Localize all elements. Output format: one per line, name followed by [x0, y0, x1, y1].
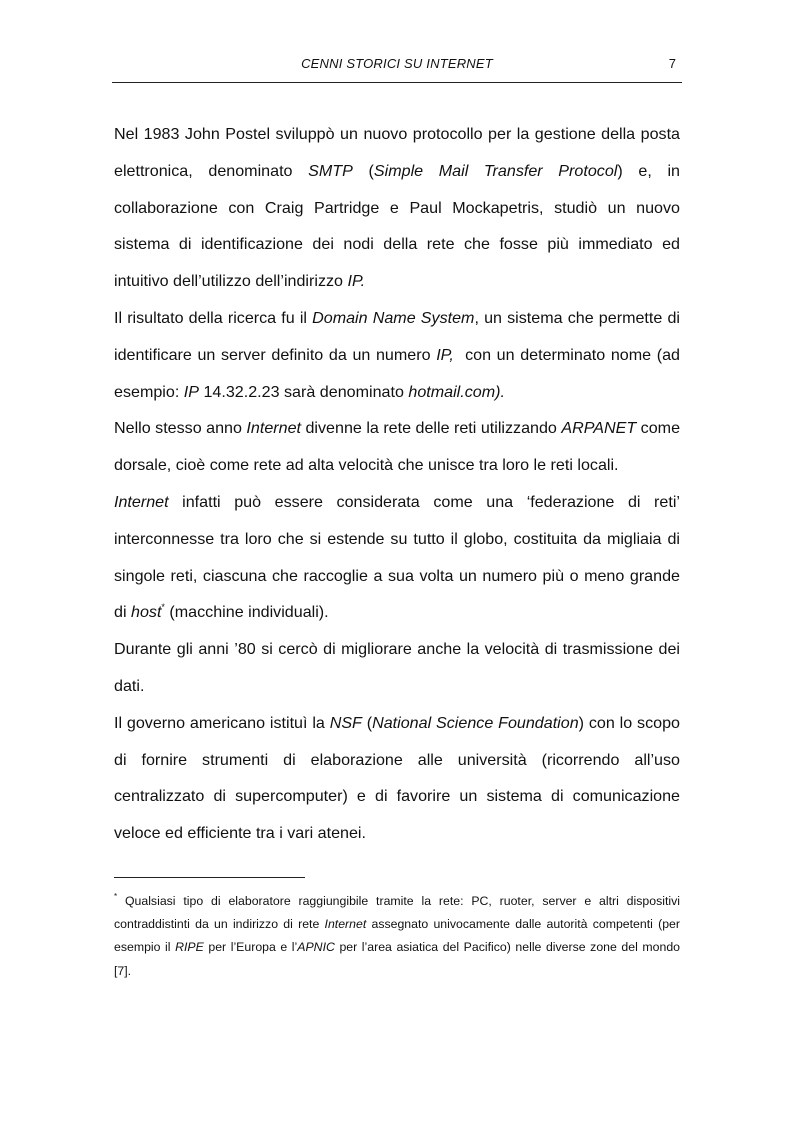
footnote-separator — [114, 877, 305, 878]
page-header — [112, 56, 682, 83]
paragraph-federazione: Internet infatti può essere considerata come una ‘federazione di reti’ interconnesse tra loro che si estende su tutto il globo, costituita da migliaia di singole reti, ciascuna che raccoglie a sua volta un numero più o meno grande di host* (macchine individuali). — [114, 492, 680, 622]
paragraph-dns: Il risultato della ricerca fu il Domain Name System, un sistema che permette di identificare un server definito da un numero IP, con un determinato nome (ad esempio: IP 14.32.2.23 sarà denominato hotmail.com). — [114, 308, 685, 401]
footnote: * Qualsiasi tipo di elaboratore raggiungibile tramite la rete: PC, ruoter, server e altri dispositivi contraddistinti da un indirizzo di rete Internet assegnato univocamente dalle autorità competenti (per esempio il RIPE per l’Europa e l’APNIC per l’area asiatica del Pacifico) nelle diverse zone del mondo [7]. — [114, 892, 680, 978]
body-text — [114, 116, 685, 852]
paragraph-nsf: Il governo americano istituì la NSF (National Science Foundation) con lo scopo di fornire strumenti di elaborazione alle università (ricorrendo all’uso centralizzato di supercomputer) e di favorire un sistema di comunicazione veloce ed efficiente tra i vari atenei. — [114, 713, 680, 843]
footnote-marker: * — [161, 602, 165, 613]
paragraph-anni-80: Durante gli anni ’80 si cercò di migliorare anche la velocità di trasmissione dei dati. — [114, 640, 680, 695]
paragraph-arpanet: Nello stesso anno Internet divenne la rete delle reti utilizzando ARPANET come dorsale, cioè come rete ad alta velocità che unisce tra loro le reti locali. — [114, 419, 681, 475]
paragraph-smtp: Nel 1983 John Postel sviluppò un nuovo protocollo per la gestione della posta elettronica, denominato SMTP (Simple Mail Transfer Protocol) e, in collaborazione con Craig Partridge e Paul Mockapetris, studiò un nuovo sistema di identificazione dei nodi della rete che fosse più immediato ed intuitivo dell’utilizzo dell’indirizzo IP. — [114, 125, 680, 291]
running-title: CENNI STORICI SU INTERNET — [301, 56, 493, 71]
page-number: 7 — [668, 56, 676, 71]
footnote-marker: * — [114, 892, 118, 901]
